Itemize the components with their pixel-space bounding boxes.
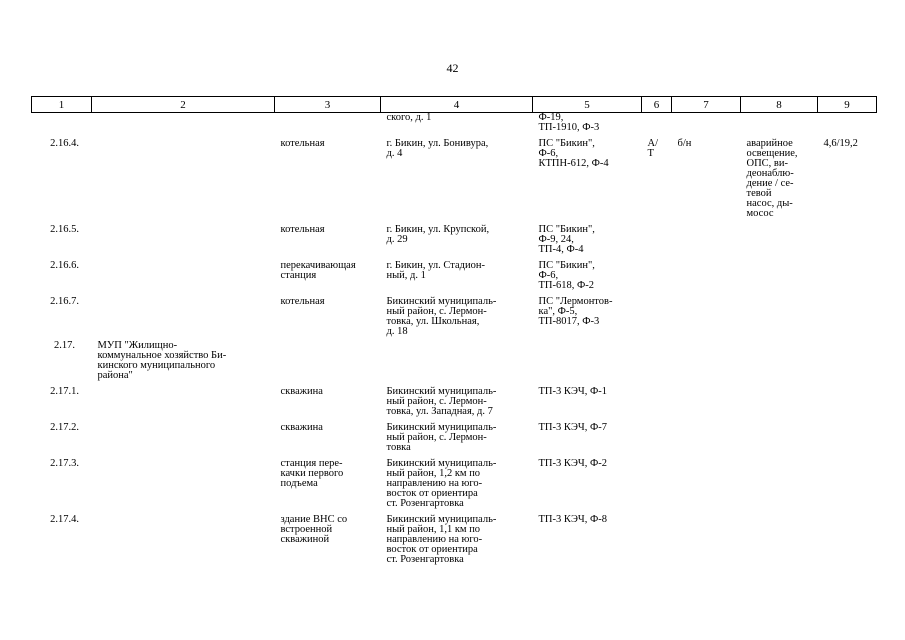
power-value-cell bbox=[818, 453, 877, 509]
column-header: 1 bbox=[32, 97, 92, 113]
row-number-cell bbox=[32, 417, 92, 453]
category-cell bbox=[642, 291, 672, 337]
table-row bbox=[32, 113, 877, 134]
power-value-cell bbox=[818, 381, 877, 417]
equipment-cell bbox=[741, 337, 818, 381]
address-cell: Бикинский муниципаль- ный район, с. Лермон- товка bbox=[386, 422, 497, 453]
power-source-cell: ТП-3 КЭЧ, Ф-2 bbox=[538, 458, 608, 469]
table-header-row bbox=[32, 97, 877, 113]
power-value-cell bbox=[818, 417, 877, 453]
row-number-cell bbox=[32, 219, 92, 255]
table-row bbox=[32, 417, 877, 453]
category-cell bbox=[642, 381, 672, 417]
column-header: 9 bbox=[818, 97, 877, 113]
address-cell: Бикинский муниципаль- ный район, с. Лермон- товка, ул. Западная, д. 7 bbox=[386, 386, 497, 417]
column-header: 3 bbox=[275, 97, 381, 113]
category-cell bbox=[642, 509, 672, 565]
row-number-text: 2.17. bbox=[54, 340, 75, 351]
power-source-cell bbox=[533, 337, 642, 381]
power-source-cell: ПС "Бикин", Ф-9, 24, ТП-4, Ф-4 bbox=[538, 224, 595, 255]
row-number-text: 2.17.3. bbox=[50, 458, 79, 469]
row-number-cell bbox=[32, 337, 92, 381]
category-cell: А/ Т bbox=[647, 138, 658, 159]
equipment-cell bbox=[741, 219, 818, 255]
row-number-text: 2.16.4. bbox=[50, 138, 79, 149]
equipment-cell bbox=[741, 255, 818, 291]
address-cell: г. Бикин, ул. Крупской, д. 29 bbox=[386, 224, 490, 245]
column-header: 4 bbox=[381, 97, 533, 113]
organization-name-cell: МУП "Жилищно- коммунальное хозяйство Би- кинского муниципального района" bbox=[97, 340, 227, 381]
page-number: 42 bbox=[446, 61, 459, 75]
power-source-cell: ПС "Бикин", Ф-6, ТП-618, Ф-2 bbox=[538, 260, 595, 291]
organization-name-cell bbox=[92, 255, 275, 291]
organization-name-cell bbox=[92, 381, 275, 417]
power-value-cell bbox=[818, 219, 877, 255]
object-type-cell: скважина bbox=[280, 386, 323, 397]
power-value-cell bbox=[818, 255, 877, 291]
power-source-cell: ТП-3 КЭЧ, Ф-8 bbox=[538, 514, 608, 525]
power-value-cell bbox=[818, 337, 877, 381]
equipment-cell bbox=[741, 417, 818, 453]
phase-cell bbox=[672, 219, 741, 255]
category-cell bbox=[642, 337, 672, 381]
phase-cell bbox=[672, 417, 741, 453]
table-row bbox=[32, 337, 877, 381]
row-number-text: 2.16.5. bbox=[50, 224, 79, 235]
object-type-cell: котельная bbox=[280, 296, 325, 307]
equipment-cell: аварийное освещение, ОПС, ви- деонаблю- дение / се- тевой насос, ды- мосос bbox=[746, 138, 798, 219]
phase-cell bbox=[672, 453, 741, 509]
equipment-cell bbox=[741, 291, 818, 337]
phase-cell bbox=[672, 255, 741, 291]
infrastructure-table bbox=[31, 96, 877, 565]
table-row bbox=[32, 381, 877, 417]
power-source-cell: ПС "Лермонтов- ка", Ф-5, ТП-8017, Ф-3 bbox=[538, 296, 613, 327]
row-number-cell bbox=[32, 291, 92, 337]
power-value-cell bbox=[818, 509, 877, 565]
equipment-cell bbox=[741, 509, 818, 565]
organization-name-cell bbox=[92, 219, 275, 255]
power-value-cell bbox=[818, 291, 877, 337]
category-cell bbox=[642, 417, 672, 453]
category-cell bbox=[642, 453, 672, 509]
address-cell: Бикинский муниципаль- ный район, 1,2 км по направлению на юго- восток от ориентира ст. Розенгартовка bbox=[386, 458, 497, 509]
category-cell bbox=[642, 255, 672, 291]
phase-cell bbox=[672, 509, 741, 565]
row-number-text: 2.16.6. bbox=[50, 260, 79, 271]
power-source-cell: ПС "Бикин", Ф-6, КТПН-612, Ф-4 bbox=[538, 138, 609, 169]
row-number-text: 2.16.7. bbox=[50, 296, 79, 307]
row-number-cell bbox=[32, 381, 92, 417]
row-number-text: 2.17.2. bbox=[50, 422, 79, 433]
phase-cell bbox=[672, 291, 741, 337]
organization-name-cell bbox=[92, 453, 275, 509]
column-header: 8 bbox=[741, 97, 818, 113]
object-type-cell bbox=[275, 113, 381, 134]
column-header: 5 bbox=[533, 97, 642, 113]
object-type-cell: котельная bbox=[280, 224, 325, 235]
address-cell bbox=[381, 337, 533, 381]
power-source-cell: ТП-3 КЭЧ, Ф-7 bbox=[538, 422, 608, 433]
equipment-cell bbox=[741, 113, 818, 134]
column-header: 6 bbox=[642, 97, 672, 113]
power-source-cell: ТП-3 КЭЧ, Ф-1 bbox=[538, 386, 608, 397]
object-type-cell: котельная bbox=[280, 138, 325, 149]
phase-cell bbox=[672, 337, 741, 381]
object-type-cell: перекачивающая станция bbox=[280, 260, 356, 281]
address-cell: Бикинский муниципаль- ный район, с. Лермон- товка, ул. Школьная, д. 18 bbox=[386, 296, 497, 337]
power-value-cell: 4,6/19,2 bbox=[823, 138, 858, 149]
row-number-cell bbox=[32, 255, 92, 291]
category-cell bbox=[642, 113, 672, 134]
table-row bbox=[32, 255, 877, 291]
table-row bbox=[32, 219, 877, 255]
table-row bbox=[32, 509, 877, 565]
address-cell: Бикинский муниципаль- ный район, 1,1 км по направлению на юго- восток от ориентира ст. Розенгартовка bbox=[386, 514, 497, 565]
organization-name-cell bbox=[92, 113, 275, 134]
object-type-cell: здание ВНС со встроенной скважиной bbox=[280, 514, 348, 545]
object-type-cell: станция пере- качки первого подъема bbox=[280, 458, 344, 489]
row-number-cell bbox=[32, 509, 92, 565]
column-header: 7 bbox=[672, 97, 741, 113]
address-cell: г. Бикин, ул. Стадион- ный, д. 1 bbox=[386, 260, 485, 281]
address-cell: ского, д. 1 bbox=[386, 112, 432, 123]
phase-cell bbox=[672, 113, 741, 134]
category-cell bbox=[642, 219, 672, 255]
column-header: 2 bbox=[92, 97, 275, 113]
address-cell: г. Бикин, ул. Бонивура, д. 4 bbox=[386, 138, 489, 159]
organization-name-cell bbox=[92, 509, 275, 565]
table-row bbox=[32, 453, 877, 509]
phase-cell bbox=[672, 381, 741, 417]
table-row bbox=[32, 291, 877, 337]
object-type-cell: скважина bbox=[280, 422, 323, 433]
row-number-text: 2.17.4. bbox=[50, 514, 79, 525]
equipment-cell bbox=[741, 381, 818, 417]
power-value-cell bbox=[818, 113, 877, 134]
organization-name-cell bbox=[92, 133, 275, 219]
organization-name-cell bbox=[92, 291, 275, 337]
object-type-cell bbox=[275, 337, 381, 381]
table-row bbox=[32, 133, 877, 219]
power-source-cell: Ф-19, ТП-1910, Ф-3 bbox=[538, 112, 600, 133]
phase-cell: б/н bbox=[677, 138, 692, 149]
row-number-cell bbox=[32, 113, 92, 134]
equipment-cell bbox=[741, 453, 818, 509]
organization-name-cell bbox=[92, 417, 275, 453]
row-number-cell bbox=[32, 133, 92, 219]
row-number-cell bbox=[32, 453, 92, 509]
row-number-text: 2.17.1. bbox=[50, 386, 79, 397]
